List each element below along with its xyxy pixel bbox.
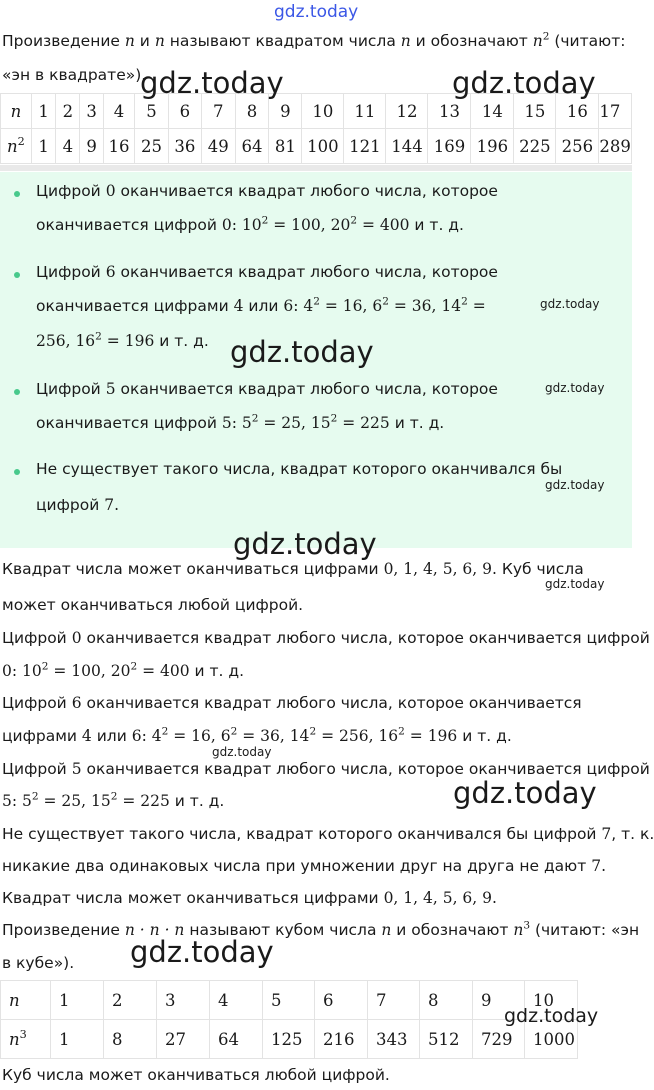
table-cell: 13 [428,94,471,129]
watermark: gdz.today [453,776,597,810]
table-cell: 125 [263,1020,315,1059]
table-cell: 1 [31,94,56,129]
watermark: gdz.today [504,1005,599,1027]
table-cell: 512 [420,1020,473,1059]
watermark: gdz.today [230,335,374,369]
row-label-n: n [1,94,32,129]
bullet-4-line-1: Не существует такого числа, квадрат которого оканчивался бы [36,460,563,478]
table-cell: 49 [201,129,235,164]
table-cell: 4 [56,129,80,164]
watermark: gdz.today [545,577,605,591]
table-cell: 15 [514,94,556,129]
site-watermark-header: gdz.today [274,2,359,22]
table-cell: 7 [368,981,420,1020]
bullet-icon [14,469,20,475]
para-1-line-1: Цифрой 0 оканчивается квадрат любого числа, которое оканчивается цифрой [2,629,650,647]
bullet-2-line-2: оканчивается цифрами 4 или 6: $4^2 = 16$, $6^2 = 36$, $14^2$ = [36,295,486,315]
table-cell: 8 [104,1020,157,1059]
table-cell: 6 [315,981,368,1020]
table-cell: 9 [473,981,525,1020]
table-cell: 81 [269,129,302,164]
summary-line-2: может оканчиваться любой цифрой. [2,596,304,614]
bullet-icon [14,272,20,278]
intro-line-2: «эн в квадрате»). [2,66,147,84]
table-cell: 36 [168,129,201,164]
bullet-2-line-1: Цифрой 6 оканчивается квадрат любого числа, которое [36,263,498,281]
row-label-n: n [1,981,51,1020]
para-3-line-1: Цифрой 5 оканчивается квадрат любого числа, которое оканчивается цифрой [2,760,650,778]
table-cell: 289 [599,129,632,164]
table-cell: 216 [315,1020,368,1059]
para-2-line-2: цифрами 4 или 6: $4^2 = 16$, $6^2 = 36$, $14^2 = 256$, $16^2 = 196$ и т. д. [2,725,512,745]
bullet-3-line-1: Цифрой 5 оканчивается квадрат любого числа, которое [36,380,498,398]
cubes-table [0,980,578,1059]
table-cell: 1 [51,1020,104,1059]
table-cell: 4 [210,981,263,1020]
watermark: gdz.today [130,935,274,969]
table-cell: 1 [51,981,104,1020]
bullet-2-line-3: 256, $16^2 = 196$ и т. д. [36,330,209,350]
table-cell: 27 [157,1020,210,1059]
table-cell: 5 [263,981,315,1020]
watermark: gdz.today [233,527,377,561]
table-cell: 225 [514,129,556,164]
para-3-line-2: 5: $5^2 = 25$, $15^2 = 225$ и т. д. [2,790,225,810]
table-cell: 100 [302,129,344,164]
table-cell: 12 [386,94,428,129]
table-row [1,129,632,164]
table-cell: 196 [471,129,514,164]
bullet-icon [14,389,20,395]
para-2-line-1: Цифрой 6 оканчивается квадрат любого числа, которое оканчивается [2,694,582,712]
table-cell: 4 [104,94,135,129]
table-row [1,1020,578,1059]
table-cell: 8 [420,981,473,1020]
table-cell: 2 [56,94,80,129]
para-4-line-1: Не существует такого числа, квадрат которого оканчивался бы цифрой 7, т. к. [2,825,654,843]
table-cell: 10 [525,981,578,1020]
table-cell: 121 [344,129,386,164]
watermark: gdz.today [212,745,272,759]
watermark: gdz.today [540,297,600,311]
table-cell: 144 [386,129,428,164]
table-cell: 9 [269,94,302,129]
cube-intro-line-1: Произведение n · n · n называют кубом числа n и обозначают $n^3$ (читают: «эн [2,919,640,939]
table-cell: 1 [31,129,56,164]
table-cell: 9 [80,129,104,164]
bullet-3-line-2: оканчивается цифрой 5: $5^2 = 25$, $15^2 = 225$ и т. д. [36,412,445,432]
table-cell: 64 [210,1020,263,1059]
table-cell: 6 [168,94,201,129]
row-label-n-squared: $n^2$ [1,129,32,164]
table-cell: 3 [157,981,210,1020]
table-cell: 11 [344,94,386,129]
table-cell: 343 [368,1020,420,1059]
table-cell: 10 [302,94,344,129]
table-cell: 14 [471,94,514,129]
final-line: Куб числа может оканчиваться любой цифрой. [2,1066,390,1084]
horizontal-scrollbar[interactable] [0,165,632,171]
cube-intro-line-2: в кубе»). [2,954,75,972]
table-cell: 5 [135,94,169,129]
table-cell: 16 [556,94,599,129]
watermark: gdz.today [545,381,605,395]
table-cell: 16 [104,129,135,164]
table-cell: 256 [556,129,599,164]
watermark: gdz.today [545,478,605,492]
watermark: gdz.today [452,66,596,100]
table-cell: 25 [135,129,169,164]
para-4-line-2: никакие два одинаковых числа при умножении друг на друга не дают 7. [2,857,606,875]
table-cell: 2 [104,981,157,1020]
intro-line-1: Произведение n и n называют квадратом числа n и обозначают $n^2$ (читают: [2,30,626,50]
table-cell: 729 [473,1020,525,1059]
table-row [1,981,578,1020]
bullet-1-line-2: оканчивается цифрой 0: $10^2 = 100$, $20^2 = 400$ и т. д. [36,214,464,234]
table-cell: 17 [599,94,632,129]
table-cell: 8 [235,94,269,129]
summary-line-1: Квадрат числа может оканчиваться цифрами 0, 1, 4, 5, 6, 9. Куб числа [2,560,584,578]
bullet-4-line-2: цифрой 7. [36,496,119,514]
row-label-n-cubed: $n^3$ [1,1020,51,1059]
bullet-icon [14,191,20,197]
squares-table [0,93,632,164]
watermark: gdz.today [140,66,284,100]
table-cell: 3 [80,94,104,129]
table-cell: 7 [201,94,235,129]
bullet-1-line-1: Цифрой 0 оканчивается квадрат любого числа, которое [36,182,498,200]
summary-2-line: Квадрат числа может оканчиваться цифрами 0, 1, 4, 5, 6, 9. [2,889,497,907]
table-cell: 169 [428,129,471,164]
table-cell: 64 [235,129,269,164]
para-1-line-2: 0: $10^2 = 100$, $20^2 = 400$ и т. д. [2,660,245,680]
table-cell: 1000 [525,1020,578,1059]
